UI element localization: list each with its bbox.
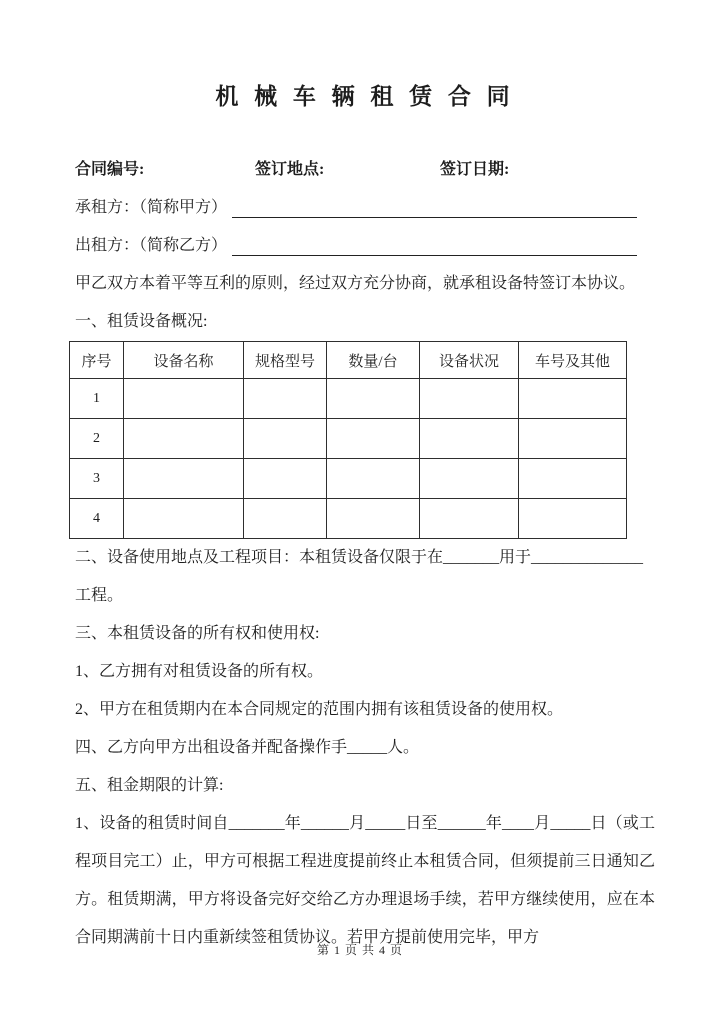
empty-cell — [244, 459, 327, 499]
empty-cell — [124, 499, 244, 539]
col-header-condition: 设备状况 — [420, 342, 519, 379]
signing-place-label: 签订地点: — [255, 161, 325, 178]
empty-cell — [519, 419, 627, 459]
col-header-spec-model: 规格型号 — [244, 342, 327, 379]
empty-cell — [420, 379, 519, 419]
empty-cell — [327, 419, 420, 459]
empty-cell — [519, 459, 627, 499]
empty-cell — [327, 379, 420, 419]
empty-cell — [420, 419, 519, 459]
col-header-quantity: 数量/台 — [327, 342, 420, 379]
empty-cell — [519, 499, 627, 539]
lessee-row — [75, 189, 655, 227]
row-number: 3 — [70, 459, 124, 499]
intro-paragraph: 甲乙双方本着平等互利的原则，经过双方充分协商，就承租设备特签订本协议。 — [75, 275, 636, 292]
lessee-label: 承租方：（简称甲方） — [75, 199, 228, 216]
section3-item2: 2、甲方在租赁期内在本合同规定的范围内拥有该租赁设备的使用权。 — [75, 701, 564, 718]
section5-heading: 五、租金期限的计算: — [75, 777, 224, 794]
col-header-equipment-name: 设备名称 — [124, 342, 244, 379]
empty-cell — [124, 379, 244, 419]
lessor-row — [75, 227, 655, 265]
empty-cell — [124, 419, 244, 459]
section1-heading: 一、租赁设备概况: — [75, 313, 208, 330]
row-number: 4 — [70, 499, 124, 539]
meta-row — [75, 151, 655, 189]
equipment-table — [69, 341, 627, 539]
section3-heading: 三、本租赁设备的所有权和使用权: — [75, 625, 320, 642]
table-row — [70, 459, 627, 499]
section2-line2: 工程。 — [75, 587, 124, 604]
empty-cell — [327, 459, 420, 499]
empty-cell — [420, 499, 519, 539]
table-row — [70, 419, 627, 459]
col-header-index: 序号 — [70, 342, 124, 379]
signing-date-label: 签订日期: — [440, 161, 510, 178]
lessee-fill-in-line — [227, 189, 637, 227]
equipment-table-header-row — [70, 342, 627, 379]
col-header-vehicle-number: 车号及其他 — [519, 342, 627, 379]
section5-item1: 1、设备的租赁时间自_______年______月_____日至______年____月_____日（或工程项目完工）止，甲方可根据工程进度提前终止本租赁合同，但须提前三日通知乙方。租赁期满，甲方将设备完好交给乙方办理退场手续，若甲方继续使用，应在本合同期满前十日内重新续签租赁协议。若甲方提前使用完毕，甲方 — [75, 815, 655, 946]
lessor-fill-in-line — [227, 227, 637, 265]
contract-number-label: 合同编号: — [75, 161, 145, 178]
empty-cell — [420, 459, 519, 499]
table-row — [70, 499, 627, 539]
document-title: 机 械 车 辆 租 赁 合 同 — [215, 84, 515, 109]
section4-line: 四、乙方向甲方出租设备并配备操作手_____人。 — [75, 739, 420, 756]
empty-cell — [519, 379, 627, 419]
section2-line1: 二、设备使用地点及工程项目：本租赁设备仅限于在_______用于______________ — [75, 549, 644, 566]
empty-cell — [244, 499, 327, 539]
section3-item1: 1、乙方拥有对租赁设备的所有权。 — [75, 663, 324, 680]
page-number-footer: 第 1 页 共 4 页 — [316, 943, 403, 957]
empty-cell — [327, 499, 420, 539]
row-number: 1 — [70, 379, 124, 419]
lessor-label: 出租方：（简称乙方） — [75, 237, 228, 254]
empty-cell — [244, 379, 327, 419]
empty-cell — [124, 459, 244, 499]
empty-cell — [244, 419, 327, 459]
table-row — [70, 379, 627, 419]
row-number: 2 — [70, 419, 124, 459]
